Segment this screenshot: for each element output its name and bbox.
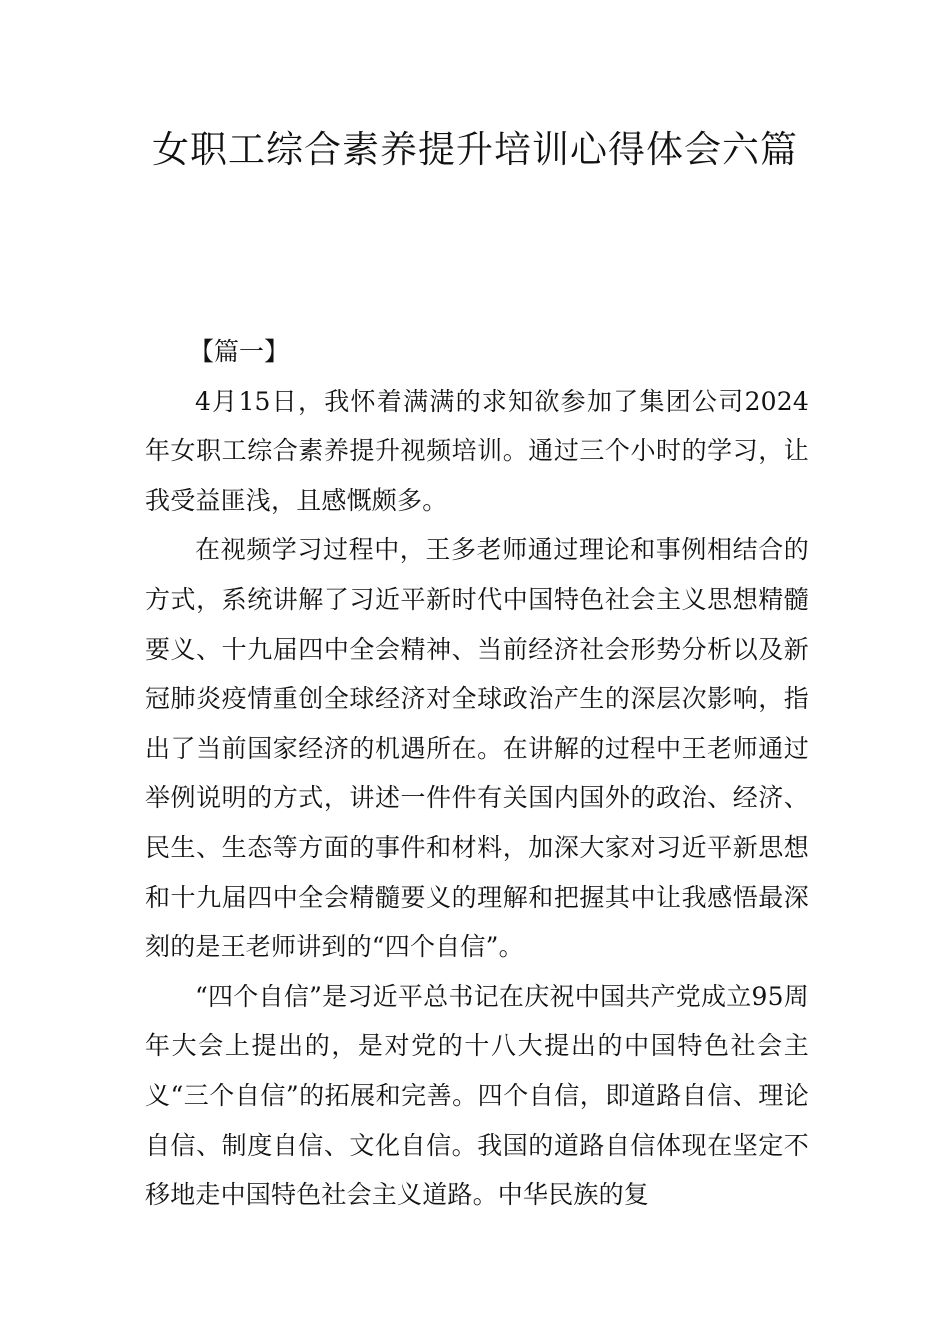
paragraph: 在视频学习过程中，王多老师通过理论和事例相结合的方式，系统讲解了习近平新时代中国特色社会主义思想精髓要义、十九届四中全会精神、当前经济社会形势分析以及新冠肺炎疫情重创全球经济对全球政治产生的深层次影响，指出了当前国家经济的机遇所在。在讲解的过程中王老师通过举例说明的方式，讲述一件件有关国内国外的政治、经济、民生、生态等方面的事件和材料，加深大家对习近平新思想和十九届四中全会精髓要义的理解和把握其中让我感悟最深刻的是王老师讲到的“四个自信”。 (145, 535, 809, 962)
paragraph: 4月15日，我怀着满满的求知欲参加了集团公司2024年女职工综合素养提升视频培训。通过三个小时的学习，让我受益匪浅，且感慨颇多。 (145, 386, 809, 515)
document-title: 女职工综合素养提升培训心得体会六篇 (152, 128, 798, 171)
document-body (145, 327, 809, 1220)
paragraph: “四个自信”是习近平总书记在庆祝中国共产党成立95周年大会上提出的，是对党的十八大提出的中国特色社会主义“三个自信”的拓展和完善。四个自信，即道路自信、理论自信、制度自信、文化自信。我国的道路自信体现在坚定不移地走中国特色社会主义道路。中华民族的复 (145, 981, 809, 1210)
section-label: 【篇一】 (189, 337, 290, 366)
